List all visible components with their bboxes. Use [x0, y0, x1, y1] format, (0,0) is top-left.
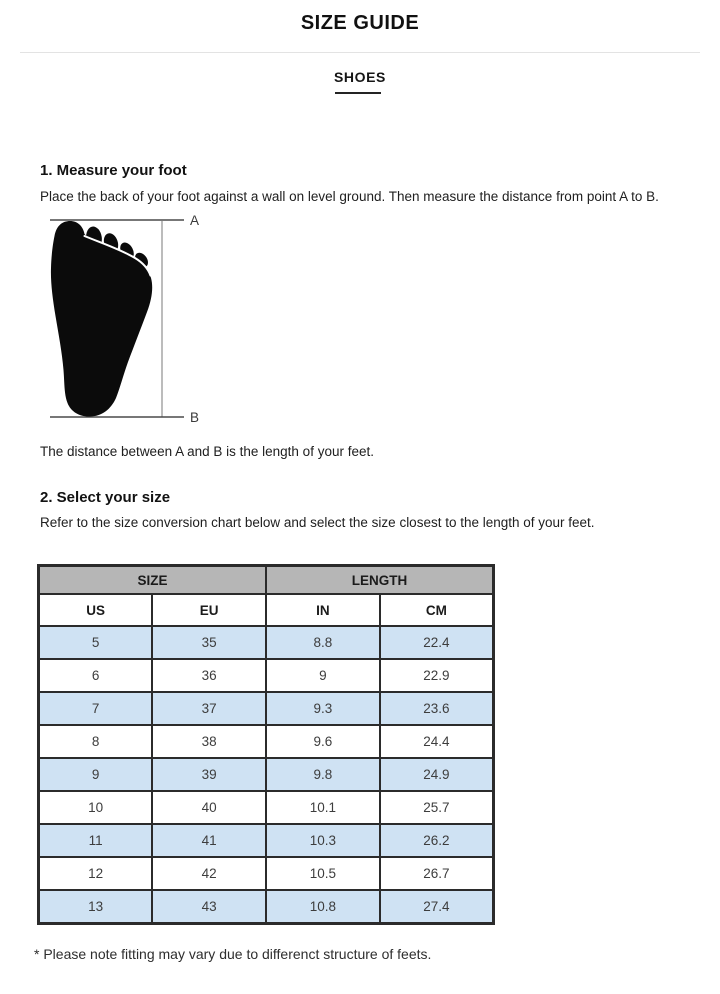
section1-body: Place the back of your foot against a wall on level ground. Then measure the distance from point A to B. — [40, 189, 659, 204]
table-column-header-row — [39, 594, 494, 626]
section2-body: Refer to the size conversion chart below and select the size closest to the length of your feet. — [40, 515, 595, 530]
table-cell: 8 — [39, 725, 153, 758]
header-divider — [20, 52, 700, 53]
table-cell: 24.9 — [380, 758, 494, 791]
table-cell: 9.3 — [266, 692, 380, 725]
table-cell: 9 — [266, 659, 380, 692]
fitting-disclaimer: * Please note fitting may vary due to differenct structure of feets. — [34, 946, 432, 962]
table-row — [39, 692, 494, 725]
category-title: SHOES — [333, 69, 386, 85]
table-cell: 25.7 — [380, 791, 494, 824]
footprint-icon — [51, 221, 152, 417]
table-cell: 22.4 — [380, 626, 494, 659]
table-cell: 38 — [152, 725, 266, 758]
table-row — [39, 626, 494, 659]
table-cell: 43 — [152, 890, 266, 924]
table-cell: 12 — [39, 857, 153, 890]
table-cell: 27.4 — [380, 890, 494, 924]
table-cell: 11 — [39, 824, 153, 857]
table-cell: 35 — [152, 626, 266, 659]
table-cell: 6 — [39, 659, 153, 692]
section1-heading: 1. Measure your foot — [40, 162, 187, 179]
column-header-us: US — [39, 594, 153, 626]
table-cell: 23.6 — [380, 692, 494, 725]
table-cell: 5 — [39, 626, 153, 659]
column-header-eu: EU — [152, 594, 266, 626]
point-a-label: A — [190, 213, 200, 228]
table-cell: 9.6 — [266, 725, 380, 758]
table-cell: 39 — [152, 758, 266, 791]
figure-caption: The distance between A and B is the length of your feet. — [40, 444, 374, 459]
table-row — [39, 890, 494, 924]
table-cell: 22.9 — [380, 659, 494, 692]
table-cell: 42 — [152, 857, 266, 890]
table-group-header-row — [39, 566, 494, 595]
table-cell: 9.8 — [266, 758, 380, 791]
table-row — [39, 857, 494, 890]
table-cell: 10.1 — [266, 791, 380, 824]
table-cell: 7 — [39, 692, 153, 725]
table-row — [39, 725, 494, 758]
page-title: SIZE GUIDE — [300, 12, 420, 34]
table-cell: 8.8 — [266, 626, 380, 659]
table-cell: 26.2 — [380, 824, 494, 857]
table-row — [39, 791, 494, 824]
table-row — [39, 824, 494, 857]
table-cell: 24.4 — [380, 725, 494, 758]
table-cell: 37 — [152, 692, 266, 725]
point-b-label: B — [190, 410, 200, 425]
column-header-cm: CM — [380, 594, 494, 626]
table-cell: 9 — [39, 758, 153, 791]
table-row — [39, 758, 494, 791]
table-cell: 26.7 — [380, 857, 494, 890]
table-cell: 36 — [152, 659, 266, 692]
foot-measure-diagram — [40, 210, 220, 430]
category-underline — [335, 92, 381, 94]
column-header-in: IN — [266, 594, 380, 626]
length-group-header: LENGTH — [266, 566, 494, 595]
table-cell: 40 — [152, 791, 266, 824]
table-cell: 10 — [39, 791, 153, 824]
table-row — [39, 659, 494, 692]
table-cell: 10.3 — [266, 824, 380, 857]
table-cell: 13 — [39, 890, 153, 924]
size-conversion-table — [37, 564, 495, 925]
table-cell: 10.5 — [266, 857, 380, 890]
size-group-header: SIZE — [39, 566, 267, 595]
table-cell: 41 — [152, 824, 266, 857]
section2-heading: 2. Select your size — [40, 489, 171, 506]
table-cell: 10.8 — [266, 890, 380, 924]
